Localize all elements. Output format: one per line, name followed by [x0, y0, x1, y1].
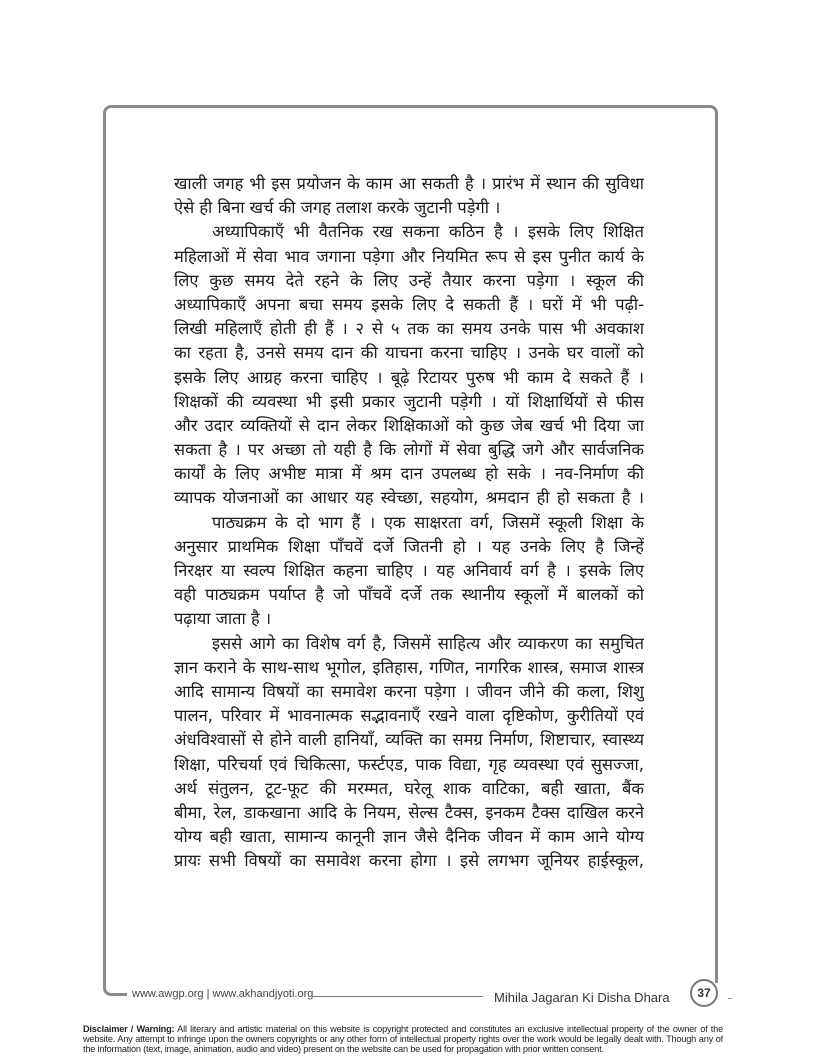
disclaimer-text: All literary and artistic material on this website is copyright protected and constitutes an exclusive intellectual property of the owner of the website. Any attempt to infringe upon the owners copyrights or any other form of intellectual property rights over the work would be legally dealt with. Though any of the information (text, image, animation, audio and video) present on the website can be used for propagation with prior written consent.: [83, 1024, 723, 1054]
page-number: 37: [697, 986, 711, 1000]
text-line: वही पाठ्यक्रम पर्याप्त है जो पाँचवें दर्जे तक स्थानीय स्कूलों में बालकों को: [174, 585, 644, 605]
page-number-badge: [690, 979, 718, 1007]
text-line: लिखी महिलाएँ होती ही हैं । २ से ५ तक का समय उनके पास भी अवकाश: [174, 319, 644, 339]
text-line: अर्थ संतुलन, टूट-फूट की मरम्मत, घरेलू शाक वाटिका, बही खाता, बैंक: [174, 778, 644, 798]
disclaimer: [83, 1024, 723, 1056]
text-line: शिक्षा, परिचर्या एवं चिकित्सा, फर्स्टएड, पाक विद्या, गृह व्यवस्था एवं सुसज्जा,: [174, 754, 644, 774]
text-line: व्यापक योजनाओं का आधार यह स्वेच्छा, सहयोग, श्रमदान ही हो सकता है ।: [174, 488, 644, 508]
footer-dash: [728, 998, 732, 999]
text-line: अध्यापिकाएँ अपना बचा समय इसके लिए दे सकती हैं । घरों में भी पढ़ी-: [174, 294, 644, 314]
text-line: अध्यापिकाएँ भी वैतनिक रख सकना कठिन है । इसके लिए शिक्षित: [212, 222, 644, 242]
text-line: बीमा, रेल, डाकखाना आदि के नियम, सेल्स टैक्स, इनकम टैक्स दाखिल करने: [174, 802, 644, 822]
footer-rule: [313, 996, 483, 997]
footer-book-title: Mihila Jagaran Ki Disha Dhara: [494, 990, 670, 1005]
text-line: पढ़ाया जाता है ।: [174, 609, 272, 629]
text-line: ऐसे ही बिना खर्च की जगह तलाश करके जुटानी पड़ेगी ।: [174, 198, 501, 218]
page-frame-right: [715, 140, 718, 983]
text-line: लिए कुछ समय देते रहने के लिए उन्हें तैयार करना पड़ेगा । स्कूल की: [174, 270, 644, 290]
text-line: ज्ञान कराने के साथ-साथ भूगोल, इतिहास, गणित, नागरिक शास्त्र, समाज शास्त्र: [174, 657, 644, 677]
text-line: कार्यों के लिए अभीष्ट मात्रा में श्रम दान उपलब्ध हो सके । नव-निर्माण की: [174, 464, 644, 484]
disclaimer-label: Disclaimer / Warning:: [83, 1024, 175, 1034]
page-frame-left: [103, 140, 127, 996]
text-line: और उदार व्यक्तियों से दान लेकर शिक्षिकाओं को कुछ जेब खर्च भी दिया जा: [174, 415, 644, 435]
text-line: शिक्षकों की व्यवस्था भी इसी प्रकार जुटानी पड़ेगी । यों शिक्षार्थियों से फीस: [174, 391, 644, 411]
footer-websites: www.awgp.org | www.akhandjyoti.org: [132, 988, 314, 1000]
text-line: निरक्षर या स्वल्प शिक्षित कहना चाहिए । यह अनिवार्य वर्ग है । इसके लिए: [174, 561, 644, 580]
text-line: इसके लिए आग्रह करना चाहिए । बूढ़े रिटायर पुरुष भी काम दे सकते हैं ।: [174, 367, 644, 387]
text-line: खाली जगह भी इस प्रयोजन के काम आ सकती है । प्रारंभ में स्थान की सुविधा: [174, 174, 644, 193]
text-line: का रहता है, उनसे समय दान की याचना करना चाहिए । उनके घर वालों को: [174, 343, 644, 363]
text-line: प्रायः सभी विषयों का समावेश करना होगा । इसे लगभग जूनियर हाईस्कूल,: [174, 851, 644, 871]
text-line: अंधविश्वासों से होने वाली हानियाँ, व्यक्ति का समग्र निर्माण, शिष्टाचार, स्वास्थ्य: [174, 730, 644, 750]
text-line: इससे आगे का विशेष वर्ग है, जिसमें साहित्य और व्याकरण का समुचित: [212, 633, 644, 653]
text-line: पालन, परिवार में भावनात्मक सद्भावनाएँ रखने वाला दृष्टिकोण, कुरीतियों एवं: [174, 706, 644, 726]
body-text: [174, 172, 644, 873]
page-frame-top: [103, 105, 718, 145]
text-line: अनुसार प्राथमिक शिक्षा पाँचवें दर्जे जितनी हो । यह उनके लिए है जिन्हें: [174, 536, 644, 556]
text-line: योग्य बही खाता, सामान्य कानूनी ज्ञान जैसे दैनिक जीवन में काम आने योग्य: [174, 827, 644, 847]
text-line: महिलाओं में सेवा भाव जगाना पड़ेगा और नियमित रूप से इस पुनीत कार्य के: [174, 246, 644, 266]
text-line: आदि सामान्य विषयों का समावेश करना पड़ेगा । जीवन जीने की कला, शिशु: [174, 681, 644, 701]
text-line: सकता है । पर अच्छा तो यही है कि लोगों में सेवा बुद्धि जगे और सार्वजनिक: [174, 440, 644, 460]
text-line: पाठ्यक्रम के दो भाग हैं । एक साक्षरता वर्ग, जिसमें स्कूली शिक्षा के: [212, 512, 644, 532]
